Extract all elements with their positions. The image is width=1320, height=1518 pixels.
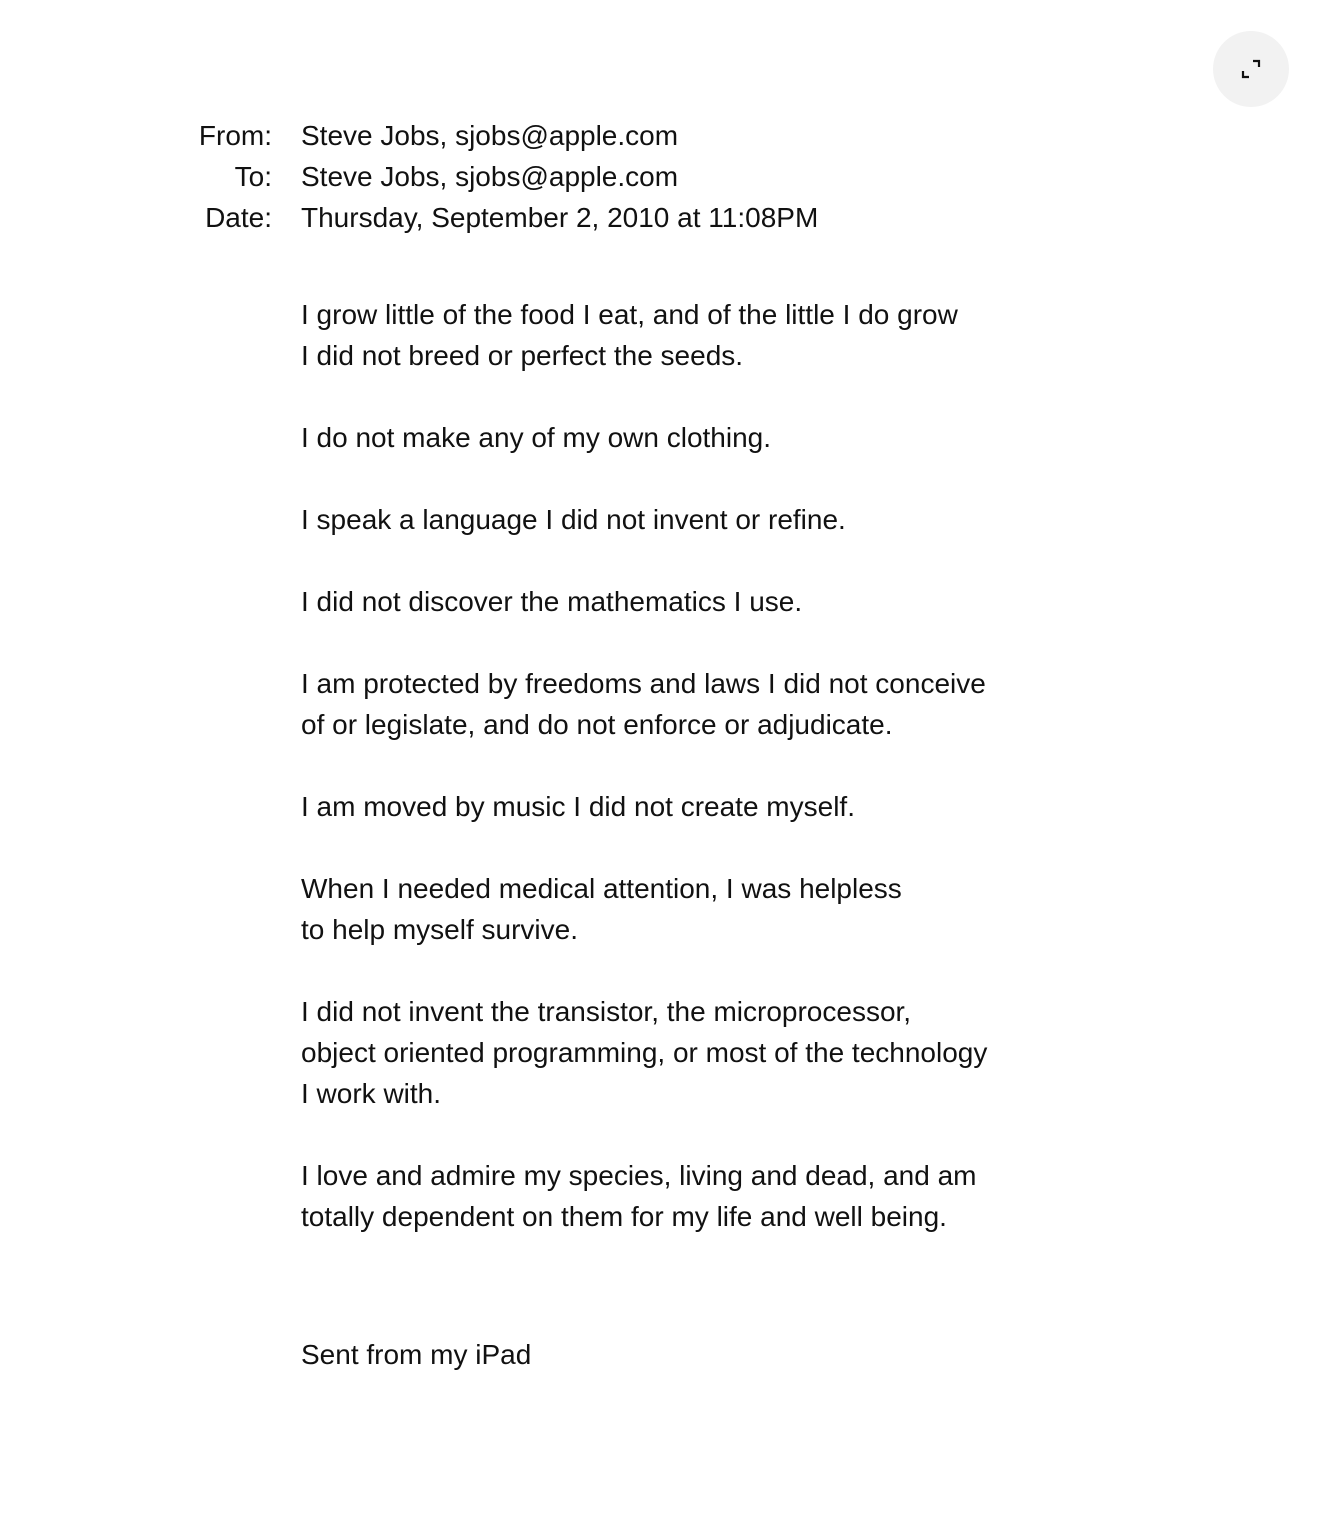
- body-line: I am moved by music I did not create myself.: [301, 791, 855, 822]
- paragraph: [301, 786, 1201, 827]
- body-line: of or legislate, and do not enforce or adjudicate.: [301, 709, 893, 740]
- email-header: [0, 115, 1320, 238]
- from-label: From:: [198, 120, 272, 151]
- to-label: To:: [234, 161, 272, 192]
- date-value: Thursday, September 2, 2010 at 11:08PM: [301, 202, 819, 233]
- email-body: [301, 294, 1201, 1278]
- body-line: When I needed medical attention, I was helpless: [301, 873, 902, 904]
- paragraph: [301, 991, 1201, 1114]
- body-line: I did not discover the mathematics I use.: [301, 586, 803, 617]
- paragraph: [301, 499, 1201, 540]
- paragraph: [301, 868, 1201, 950]
- body-line: object oriented programming, or most of the technology: [301, 1037, 988, 1068]
- to-value: Steve Jobs, sjobs@apple.com: [301, 161, 679, 192]
- body-line: I am protected by freedoms and laws I did not conceive: [301, 668, 986, 699]
- expand-icon: [1238, 56, 1264, 82]
- from-value: Steve Jobs, sjobs@apple.com: [301, 120, 679, 151]
- expand-button[interactable]: [1213, 31, 1289, 107]
- body-line: I did not invent the transistor, the microprocessor,: [301, 996, 912, 1027]
- date-row: [0, 197, 1320, 238]
- paragraph: [301, 1155, 1201, 1237]
- body-line: I do not make any of my own clothing.: [301, 422, 772, 453]
- date-label: Date:: [205, 202, 272, 233]
- signature: Sent from my iPad: [301, 1339, 532, 1370]
- body-line: totally dependent on them for my life and well being.: [301, 1201, 947, 1232]
- body-line: I love and admire my species, living and dead, and am: [301, 1160, 977, 1191]
- from-row: [0, 115, 1320, 156]
- body-line: I work with.: [301, 1078, 442, 1109]
- body-line: I speak a language I did not invent or refine.: [301, 504, 846, 535]
- body-line: I grow little of the food I eat, and of the little I do grow: [301, 299, 958, 330]
- body-line: to help myself survive.: [301, 914, 578, 945]
- to-row: [0, 156, 1320, 197]
- paragraph: [301, 294, 1201, 376]
- body-line: I did not breed or perfect the seeds.: [301, 340, 744, 371]
- paragraph: [301, 663, 1201, 745]
- paragraph: [301, 581, 1201, 622]
- paragraph: [301, 417, 1201, 458]
